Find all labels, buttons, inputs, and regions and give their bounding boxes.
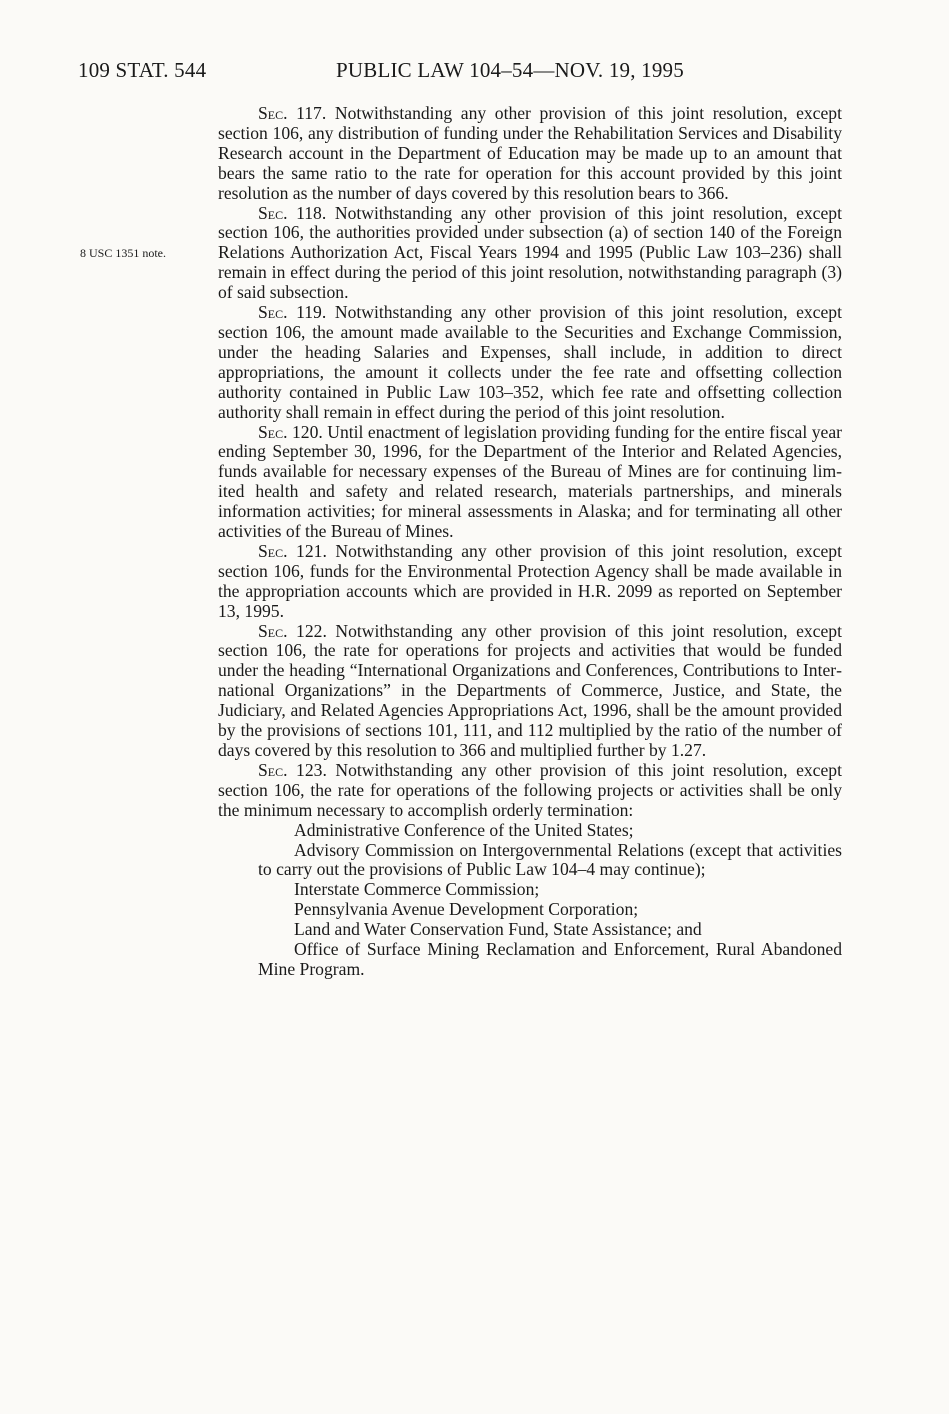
- body-text: [218, 104, 842, 980]
- section-118: [218, 204, 842, 304]
- section-label: Sec. 119.: [258, 302, 327, 323]
- list-item: Office of Surface Mining Reclamation and Enforcement, Rural Abandoned Mine Program.: [258, 939, 842, 979]
- section-text: Notwithstanding any other provision of this joint resolution, except section 106, funds for the Environmental Protection Agency shall be made available in the appropriation accounts which are provided in H.R. 2099 as reported on September 13, 1995.: [218, 540, 842, 621]
- section-117: [218, 104, 842, 204]
- section-label: Sec. 123.: [258, 759, 327, 780]
- termination-list: [218, 821, 842, 980]
- margin-note-usc: 8 USC 1351 note.: [80, 246, 167, 260]
- section-label: Sec. 120.: [258, 421, 323, 442]
- section-121: [218, 542, 842, 622]
- section-text: Notwithstanding any other provision of this joint resolution, except section 106, the rate for operations for projects and activities that would be funded under the heading “International Organizations and Conferences, Contributions to International Organizations” in the Departments of Commerce, Justice, and State, the Judiciary, and Related Agencies Appropriations Act, 1996, shall be the amount provided by the provisions of sections 101, 111, and 112 multiplied by the ratio of the number of days covered by this resolution to 366 and multiplied further by 1.27.: [218, 620, 842, 760]
- section-text: Notwithstanding any other provision of this joint resolution, except section 106, any distribution of funding under the Rehabilitation Services and Disability Research account in the Department of Education may be made up to an amount that bears the same ratio to the rate for operation for this account provided by this joint resolution as the number of days covered by this resolution bears to 366.: [218, 103, 842, 203]
- list-item: Administrative Conference of the United States;: [294, 819, 634, 840]
- section-text: Notwithstanding any other provision of this joint resolution, except section 106, the rate for operations of the following projects or activities shall be only the minimum necessary to accomplish orderly termination:: [218, 759, 842, 820]
- list-item: Land and Water Conservation Fund, State Assistance; and: [294, 919, 702, 940]
- section-122: [218, 622, 842, 761]
- section-text: Notwithstanding any other provision of this joint resolution, except section 106, the amount made available to the Securities and Exchange Commission, under the heading Salaries and Expenses, shall include, in addition to direct appropriations, the amount it collects under the fee rate and offsetting collection authority contained in Public Law 103–352, which fee rate and offsetting collection authority shall remain in effect during the period of this joint resolution.: [218, 302, 842, 422]
- section-label: Sec. 118.: [258, 202, 327, 223]
- section-123: [218, 761, 842, 821]
- public-law-title: PUBLIC LAW 104–54—NOV. 19, 1995: [336, 58, 684, 82]
- list-item: Interstate Commerce Commission;: [294, 879, 540, 900]
- stat-page-number: 109 STAT. 544: [78, 58, 207, 82]
- section-text: Until enactment of legislation providing funding for the entire fiscal year ending September 30, 1996, for the Department of the Interior and Related Agencies, funds available for necessary expenses of the Bureau of Mines are for continuing limited health and safety and related research, materials partnerships, and minerals information activities; for mineral assessments in Alaska; and for terminating all other activities of the Bureau of Mines.: [218, 421, 842, 542]
- section-119: [218, 303, 842, 422]
- section-text: Notwithstanding any other provision of this joint resolution, except section 106, the authorities provided under subsection (a) of section 140 of the Foreign Relations Authorization Act, Fiscal Years 1994 and 1995 (Public Law 103–236) shall remain in effect during the period of this joint resolution, notwithstanding paragraph (3) of said subsection.: [218, 202, 842, 303]
- list-item: Pennsylvania Avenue Development Corporation;: [294, 899, 639, 920]
- section-label: Sec. 122.: [258, 620, 327, 641]
- section-120: [218, 423, 842, 542]
- list-item: Advisory Commission on Intergovernmental Relations (except that activities to carry out the provisions of Public Law 104–4 may continue);: [258, 839, 842, 880]
- running-header: [78, 58, 838, 86]
- section-label: Sec. 117.: [258, 103, 327, 123]
- section-label: Sec. 121.: [258, 540, 327, 561]
